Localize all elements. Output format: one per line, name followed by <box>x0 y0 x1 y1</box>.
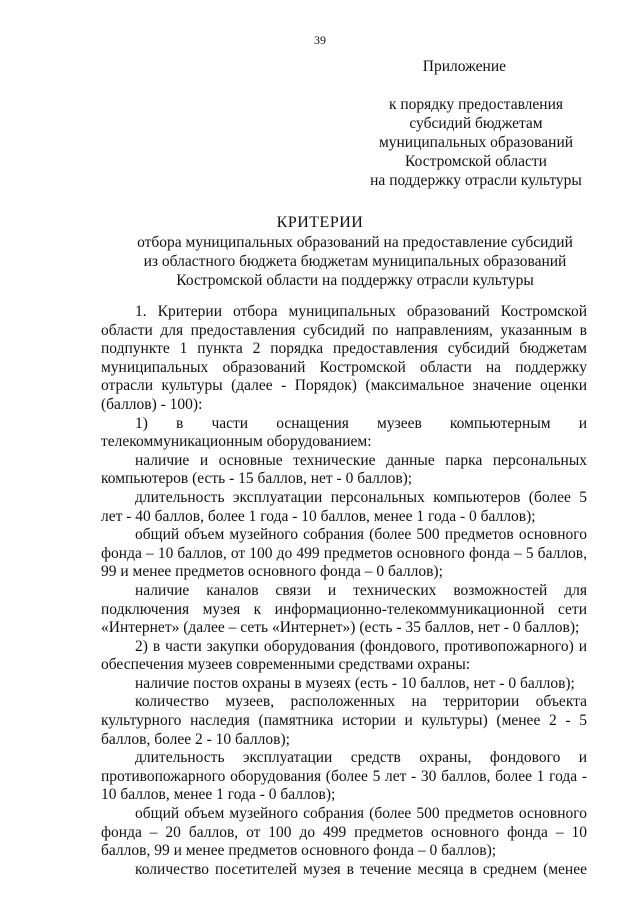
paragraph: количество посетителей музея в течение месяца в среднем (менее <box>135 860 587 878</box>
criteria-subtitle-line: из областного бюджета бюджетам муниципальных образований <box>143 253 567 270</box>
paragraph: наличие постов охраны в музеях (есть - 10 баллов, нет - 0 баллов); <box>135 674 575 692</box>
paragraph: длительность эксплуатации средств охраны, фондового и противопожарного оборудования (более 5 лет - 30 баллов, более 1 года - 10 баллов, менее 1 года - 0 баллов); <box>101 749 587 804</box>
appendix-line: субсидий бюджетам <box>409 115 543 132</box>
paragraph: общий объем музейного собрания (более 500 предметов основного фонда – 10 баллов, от 100 до 499 предметов основного фонда – 5 баллов, 99 и менее предметов основного фонда – 0 баллов); <box>101 526 587 581</box>
appendix-line: Костромской области <box>405 153 547 170</box>
paragraph: длительность эксплуатации персональных компьютеров (более 5 лет - 40 баллов, более 1 года - 10 баллов, менее 1 года - 0 баллов); <box>101 488 587 525</box>
appendix-line: к порядку предоставления <box>388 96 564 113</box>
paragraph: наличие каналов связи и технических возможностей для подключения музея к информационно-телекоммуникационной сети «Интернет» (далее – сеть «Интернет») (есть - 35 баллов, нет - 0 баллов); <box>101 581 587 637</box>
criteria-subtitle-line: Костромской области на поддержку отрасли культуры <box>176 272 534 289</box>
page-number: 39 <box>314 33 326 47</box>
paragraph: количество музеев, расположенных на территории объекта культурного наследия (памятника истории и культуры) (менее 2 - 5 баллов, более 2 - 10 баллов); <box>101 693 587 748</box>
paragraph: 1) в части оснащения музеев компьютерным и телекоммуникационным оборудованием: <box>101 414 587 451</box>
appendix-line: муниципальных образований <box>378 134 574 151</box>
appendix-title: Приложение <box>422 58 506 75</box>
criteria-title: КРИТЕРИИ <box>276 214 364 231</box>
paragraph: 2) в части закупки оборудования (фондового, противопожарного) и обеспечения музеев современными средствами охраны: <box>101 637 587 674</box>
document-body <box>101 303 587 879</box>
paragraph: общий объем музейного собрания (более 500 предметов основного фонда – 20 баллов, от 100 до 499 предметов основного фонда – 10 баллов, 99 и менее предметов основного фонда – 0 баллов); <box>101 805 587 860</box>
paragraph: наличие и основные технические данные парка персональных компьютеров (есть - 15 баллов, нет - 0 баллов); <box>101 451 587 488</box>
appendix-line: на поддержку отрасли культуры <box>370 172 582 189</box>
appendix-block <box>330 57 640 190</box>
criteria-subtitle-line: отбора муниципальных образований на предоставление субсидий <box>137 234 573 251</box>
criteria-subtitle <box>0 233 640 290</box>
paragraph: 1. Критерии отбора муниципальных образований Костромской области для предоставления субсидий по направлениям, указанным в подпункте 1 пункта 2 порядка предоставления субсидий бюджетам муниципальных образований Костромской области на поддержку отрасли культуры (далее - Порядок) (максимальное значение оценки (баллов) - 100): <box>101 303 587 413</box>
